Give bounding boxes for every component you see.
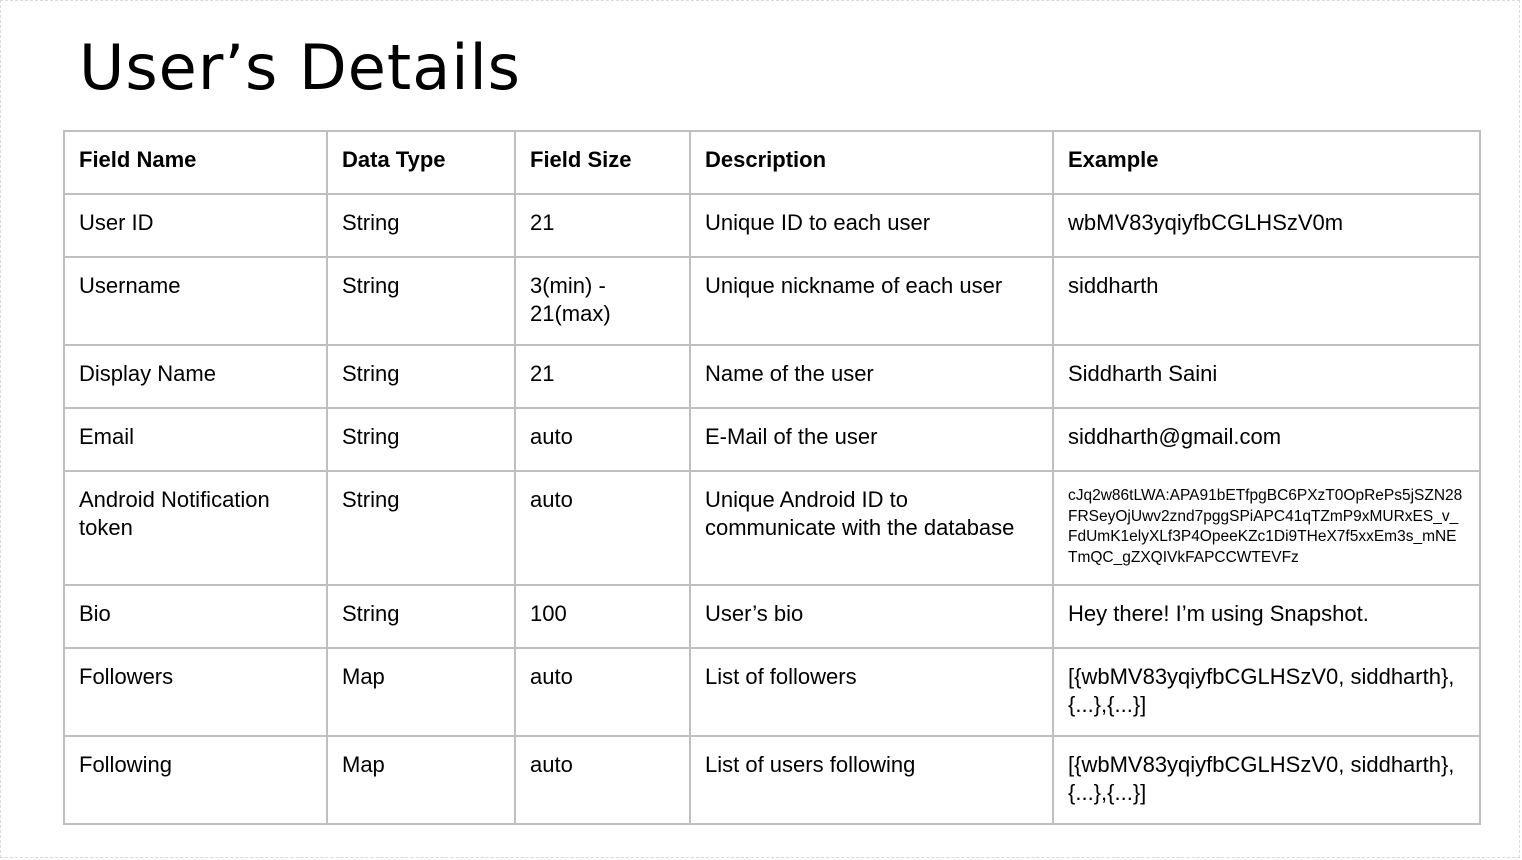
table-row [64, 257, 1480, 345]
cell-example: [{wbMV83yqiyfbCGLHSzV0, siddharth},{...},{...}] [1053, 736, 1480, 824]
cell-field-name: Bio [64, 585, 327, 648]
table-row [64, 408, 1480, 471]
cell-description: E-Mail of the user [690, 408, 1053, 471]
cell-example: Siddharth Saini [1053, 345, 1480, 408]
cell-example: [{wbMV83yqiyfbCGLHSzV0, siddharth},{...},{...}] [1053, 648, 1480, 736]
cell-data-type: String [327, 194, 515, 257]
page-title: User’s Details [79, 31, 521, 104]
cell-data-type: String [327, 585, 515, 648]
cell-field-size: auto [515, 736, 690, 824]
cell-data-type: String [327, 345, 515, 408]
table-row [64, 194, 1480, 257]
header-description: Description [690, 131, 1053, 194]
cell-field-size: auto [515, 471, 690, 585]
cell-field-size: 100 [515, 585, 690, 648]
cell-field-name: Email [64, 408, 327, 471]
header-field-name: Field Name [64, 131, 327, 194]
cell-description: Unique Android ID to communicate with the database [690, 471, 1053, 585]
header-data-type: Data Type [327, 131, 515, 194]
cell-data-type: Map [327, 736, 515, 824]
cell-field-name: Following [64, 736, 327, 824]
table-row [64, 648, 1480, 736]
cell-description: Name of the user [690, 345, 1053, 408]
cell-example: Hey there! I’m using Snapshot. [1053, 585, 1480, 648]
table-row [64, 471, 1480, 585]
cell-example: siddharth@gmail.com [1053, 408, 1480, 471]
cell-data-type: String [327, 408, 515, 471]
cell-field-size: auto [515, 648, 690, 736]
header-example: Example [1053, 131, 1480, 194]
user-details-table [63, 130, 1481, 825]
table-row [64, 345, 1480, 408]
header-field-size: Field Size [515, 131, 690, 194]
cell-field-size: 3(min) - 21(max) [515, 257, 690, 345]
cell-field-name: Username [64, 257, 327, 345]
cell-field-name: Display Name [64, 345, 327, 408]
table-header-row [64, 131, 1480, 194]
cell-description: Unique nickname of each user [690, 257, 1053, 345]
cell-example: cJq2w86tLWA:APA91bETfpgBC6PXzT0OpRePs5jSZN28FRSeyOjUwv2znd7pggSPiAPC41qTZmP9xMURxES_v_FdUmK1elyXLf3P4OpeeKZc1Di9THeX7f5xxEm3s_mNETmQC_gZXQIVkFAPCCWTEVFz [1053, 471, 1480, 585]
table-row [64, 736, 1480, 824]
cell-field-size: auto [515, 408, 690, 471]
cell-description: Unique ID to each user [690, 194, 1053, 257]
cell-example: wbMV83yqiyfbCGLHSzV0m [1053, 194, 1480, 257]
cell-description: List of users following [690, 736, 1053, 824]
cell-data-type: String [327, 471, 515, 585]
cell-data-type: Map [327, 648, 515, 736]
cell-example: siddharth [1053, 257, 1480, 345]
cell-field-size: 21 [515, 345, 690, 408]
cell-field-name: Followers [64, 648, 327, 736]
cell-field-name: User ID [64, 194, 327, 257]
cell-data-type: String [327, 257, 515, 345]
cell-description: List of followers [690, 648, 1053, 736]
cell-field-name: Android Notification token [64, 471, 327, 585]
cell-field-size: 21 [515, 194, 690, 257]
table-row [64, 585, 1480, 648]
cell-description: User’s bio [690, 585, 1053, 648]
